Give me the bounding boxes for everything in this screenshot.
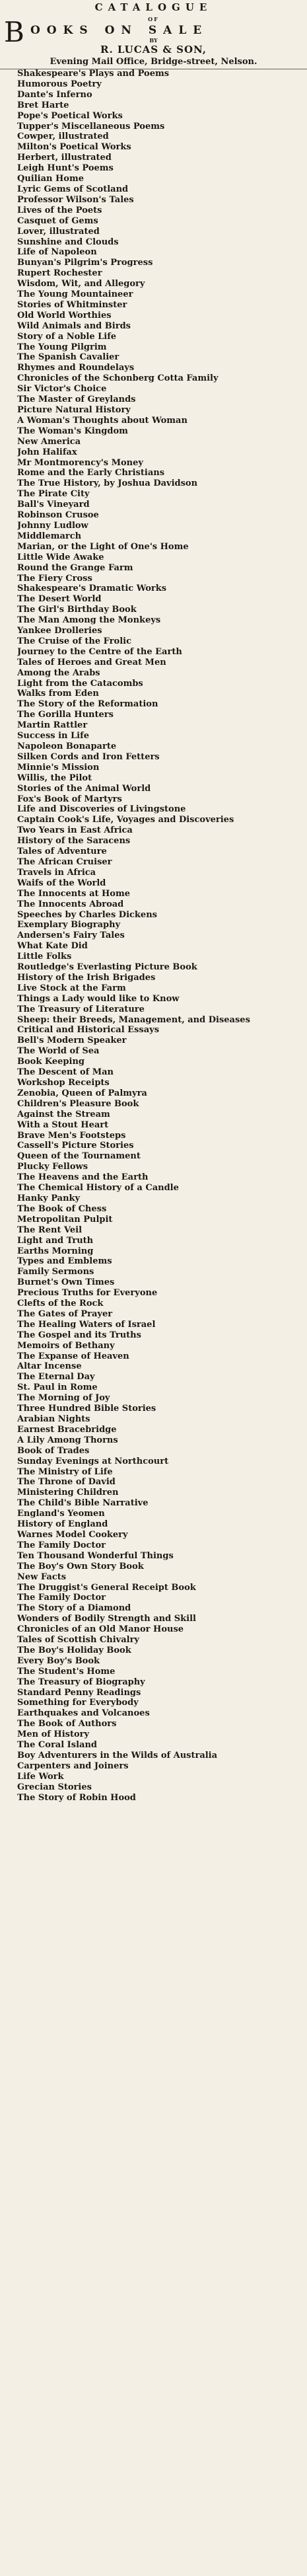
book-title: Ten Thousand Wonderful Things [17, 1550, 174, 1561]
book-title: The Throne of David [17, 1477, 116, 1488]
book-title: Sunshine and Clouds [17, 237, 119, 247]
book-title: Tupper's Miscellaneous Poems [17, 121, 165, 132]
book-title: The Book of Chess [17, 1203, 107, 1214]
publisher-address: Evening Mail Office, Bridge-street, Nelson. [50, 57, 257, 67]
book-title: With a Stout Heart [17, 1119, 109, 1130]
book-title: Captain Cook's Life, Voyages and Discoveries [17, 815, 234, 825]
book-title: Speeches by Charles Dickens [17, 909, 157, 920]
book-title: Tales of Adventure [17, 847, 107, 857]
book-title: Zenobia, Queen of Palmyra [17, 1088, 147, 1098]
book-title: Burnet's Own Times [17, 1277, 115, 1288]
book-title: Three Hundred Bible Stories [17, 1404, 156, 1414]
book-title: Herbert, illustrated [17, 153, 112, 163]
book-title: Rome and the Early Christians [17, 468, 165, 478]
book-title: Plucky Fellows [17, 1162, 88, 1172]
book-title: The Man Among the Monkeys [17, 615, 161, 626]
book-title: Something for Everybody [17, 1698, 139, 1708]
book-title: The Descent of Man [17, 1067, 114, 1078]
book-title: Marian, or the Light of One's Home [17, 541, 189, 552]
book-title: The Child's Bible Narrative [17, 1498, 149, 1509]
book-title: Sunday Evenings at Northcourt [17, 1456, 169, 1466]
book-title: The Young Pilgrim [17, 342, 107, 352]
book-title: Story of a Noble Life [17, 331, 117, 342]
book-title: Fox's Book of Martyrs [17, 794, 122, 804]
book-title: Routledge's Everlasting Picture Book [17, 962, 197, 973]
book-title: Things a Lady would like to Know [17, 993, 180, 1004]
book-title: Quilian Home [17, 174, 84, 184]
book-title: The World of Sea [17, 1046, 100, 1057]
book-title: The Druggist's General Receipt Book [17, 1582, 196, 1593]
book-title: Shakespeare's Dramatic Works [17, 584, 167, 594]
book-title: Light from the Catacombs [17, 678, 143, 689]
book-title: Rupert Rochester [17, 268, 102, 279]
book-title: Wonders of Bodily Strength and Skill [17, 1614, 196, 1624]
book-title: Professor Wilson's Tales [17, 194, 134, 205]
book-title: What Kate Did [17, 941, 88, 952]
book-title: Warnes Model Cookery [17, 1529, 128, 1540]
book-title: Boy Adventurers in the Wilds of Australia [17, 1751, 218, 1761]
book-title: A Lily Among Thorns [17, 1435, 118, 1445]
book-title: Humorous Poetry [17, 79, 102, 89]
book-title: The Chemical History of a Candle [17, 1183, 179, 1193]
book-title: The Morning of Joy [17, 1393, 110, 1404]
book-title: Memoirs of Bethany [17, 1340, 115, 1351]
book-title: The Young Mountaineer [17, 289, 133, 300]
book-title: Altar Incense [17, 1361, 82, 1372]
book-title: Tales of Heroes and Great Men [17, 657, 166, 667]
book-title: The Story of a Diamond [17, 1603, 131, 1614]
book-title: Little Folks [17, 952, 72, 962]
book-title: Middlemarch [17, 531, 82, 541]
book-title: Queen of the Tournament [17, 1151, 141, 1162]
book-title: Sheep: their Breeds, Management, and Diseases [17, 1014, 250, 1025]
publisher-name: R. LUCAS & SON, [100, 44, 207, 56]
book-title: Waifs of the World [17, 878, 106, 888]
book-title: Casquet of Gems [17, 215, 98, 226]
book-title: Book of Trades [17, 1445, 90, 1456]
book-title: The Woman's Kingdom [17, 426, 128, 436]
book-title: Picture Natural History [17, 405, 131, 415]
book-title: Bret Harte [17, 100, 69, 110]
book-title: Old World Worthies [17, 310, 112, 321]
catalogue-heading: CATALOGUE [94, 1, 213, 13]
book-title: Light and Truth [17, 1235, 94, 1246]
book-title: Ministering Children [17, 1488, 119, 1498]
book-title: Lives of the Poets [17, 205, 102, 215]
book-title: Cowper, illustrated [17, 132, 109, 142]
book-title: Bell's Modern Speaker [17, 1036, 127, 1046]
book-title: Martin Rattler [17, 720, 88, 731]
book-title: Johnny Ludlow [17, 520, 88, 531]
book-title: Success in Life [17, 731, 89, 741]
book-title: History of the Irish Brigades [17, 972, 156, 983]
book-title: The Pirate City [17, 489, 90, 500]
book-title: Pope's Poetical Works [17, 110, 123, 121]
book-title: Live Stock at the Farm [17, 983, 126, 993]
book-title: Cassell's Picture Stories [17, 1141, 134, 1151]
book-title: St. Paul in Rome [17, 1383, 98, 1393]
book-title: Wild Animals and Birds [17, 321, 131, 331]
book-title: Shakespeare's Plays and Poems [17, 69, 170, 79]
book-title: Napoleon Bonaparte [17, 741, 117, 751]
book-title: New Facts [17, 1572, 67, 1582]
book-title: The Heavens and the Earth [17, 1172, 149, 1183]
book-title: Chronicles of the Schonberg Cotta Family [17, 373, 219, 384]
book-title: The Spanish Cavalier [17, 352, 119, 363]
book-title: Critical and Historical Essays [17, 1025, 160, 1036]
book-title: Chronicles of an Old Manor House [17, 1624, 184, 1635]
book-title: The Gospel and its Truths [17, 1330, 141, 1340]
book-title: The Master of Greylands [17, 395, 136, 405]
book-title: Sir Victor's Choice [17, 384, 107, 395]
book-title: Earths Morning [17, 1246, 94, 1256]
book-title: Bunyan's Pilgrim's Progress [17, 258, 153, 268]
book-title: History of the Saracens [17, 836, 131, 847]
book-title: John Halifax [17, 447, 77, 457]
book-title: Lyric Gems of Scotland [17, 184, 129, 194]
book-title: Two Years in East Africa [17, 825, 133, 836]
book-title: The Gates of Prayer [17, 1308, 113, 1319]
book-title: Carpenters and Joiners [17, 1761, 129, 1771]
book-title: Precious Truths for Everyone [17, 1288, 158, 1299]
book-title: Types and Emblems [17, 1256, 112, 1267]
book-title: The Coral Island [17, 1740, 97, 1751]
book-title: Life Work [17, 1771, 64, 1782]
book-title: Little Wide Awake [17, 552, 104, 562]
book-title: Round the Grange Farm [17, 562, 133, 573]
book-title: The Eternal Day [17, 1372, 95, 1383]
book-title: A Woman's Thoughts about Woman [17, 415, 188, 426]
book-title: Life and Discoveries of Livingstone [17, 804, 186, 815]
book-title: The Treasury of Literature [17, 1004, 145, 1014]
book-title: Tales of Scottish Chivalry [17, 1635, 139, 1646]
book-title: England's Yeomen [17, 1509, 105, 1519]
book-title: Silken Cords and Iron Fetters [17, 751, 160, 762]
book-title: Hanky Panky [17, 1193, 81, 1203]
book-title: Workshop Receipts [17, 1078, 110, 1088]
book-title: Lover, illustrated [17, 226, 100, 237]
book-title: Earnest Bracebridge [17, 1424, 117, 1435]
book-title: The Gorilla Hunters [17, 710, 114, 720]
book-title: Rhymes and Roundelays [17, 363, 135, 373]
book-title: The Cruise of the Frolic [17, 636, 131, 646]
book-title: Earthquakes and Volcanoes [17, 1708, 150, 1719]
book-title: Every Boy's Book [17, 1655, 100, 1666]
book-title: The Healing Waters of Israel [17, 1319, 156, 1330]
book-title: The African Cruiser [17, 856, 112, 867]
book-title: The Rent Veil [17, 1225, 83, 1235]
book-title: The Family Doctor [17, 1540, 106, 1550]
book-title: Andersen's Fairy Tales [17, 930, 125, 941]
book-title: The Book of Authors [17, 1719, 117, 1729]
book-title: Men of History [17, 1729, 90, 1740]
book-title: Against the Stream [17, 1109, 110, 1119]
book-title: Metropolitan Pulpit [17, 1214, 113, 1225]
book-list [17, 69, 298, 1803]
book-title: The Story of Robin Hood [17, 1792, 136, 1803]
drop-cap-initial: B [4, 16, 24, 48]
book-title: The True History, by Joshua Davidson [17, 478, 198, 489]
book-title: Willis, the Pilot [17, 773, 92, 783]
book-title: Family Sermons [17, 1267, 94, 1277]
book-title: Walks from Eden [17, 689, 99, 699]
book-title: Book Keeping [17, 1057, 85, 1067]
book-title: The Treasury of Biography [17, 1677, 145, 1687]
book-title: Stories of Whitminster [17, 299, 127, 310]
of-word: OF [148, 16, 159, 22]
book-title: Life of Napoleon [17, 247, 97, 258]
book-title: Journey to the Centre of the Earth [17, 646, 182, 657]
book-title: The Boy's Own Story Book [17, 1561, 144, 1572]
book-title: New America [17, 436, 81, 447]
book-title: Exemplary Biography [17, 920, 121, 930]
book-title: Dante's Inferno [17, 89, 92, 100]
book-title: The Boy's Holiday Book [17, 1645, 131, 1655]
by-word: BY [149, 37, 158, 44]
book-title: Grecian Stories [17, 1782, 92, 1792]
book-title: The Innocents Abroad [17, 899, 124, 909]
books-on-sale-heading: OOKS ON SALE [30, 24, 209, 37]
book-title: Robinson Crusoe [17, 510, 99, 521]
book-title: The Fiery Cross [17, 573, 92, 584]
book-title: Ball's Vineyard [17, 500, 90, 510]
book-title: Arabian Nights [17, 1414, 90, 1424]
book-title: The Innocents at Home [17, 888, 130, 899]
book-title: Travels in Africa [17, 867, 96, 878]
book-title: The Family Doctor [17, 1593, 106, 1603]
book-title: Milton's Poetical Works [17, 142, 131, 153]
book-title: Mr Montmorency's Money [17, 457, 143, 468]
book-title: Clefts of the Rock [17, 1299, 104, 1309]
book-title: The Desert World [17, 594, 102, 605]
book-title: Brave Men's Footsteps [17, 1130, 126, 1141]
book-title: The Story of the Reformation [17, 699, 158, 710]
book-title: The Expanse of Heaven [17, 1351, 129, 1361]
book-title: Yankee Drolleries [17, 626, 102, 636]
book-title: The Student's Home [17, 1666, 116, 1677]
book-title: Wisdom, Wit, and Allegory [17, 279, 145, 289]
book-title: The Girl's Birthday Book [17, 605, 137, 615]
book-title: Minnie's Mission [17, 762, 100, 773]
book-title: Leigh Hunt's Poems [17, 163, 114, 174]
book-title: The Ministry of Life [17, 1466, 113, 1477]
book-title: History of England [17, 1519, 108, 1530]
book-title: Stories of the Animal World [17, 783, 151, 794]
book-title: Standard Penny Readings [17, 1687, 141, 1698]
book-title: Among the Arabs [17, 667, 100, 678]
book-title: Children's Pleasure Book [17, 1098, 139, 1109]
